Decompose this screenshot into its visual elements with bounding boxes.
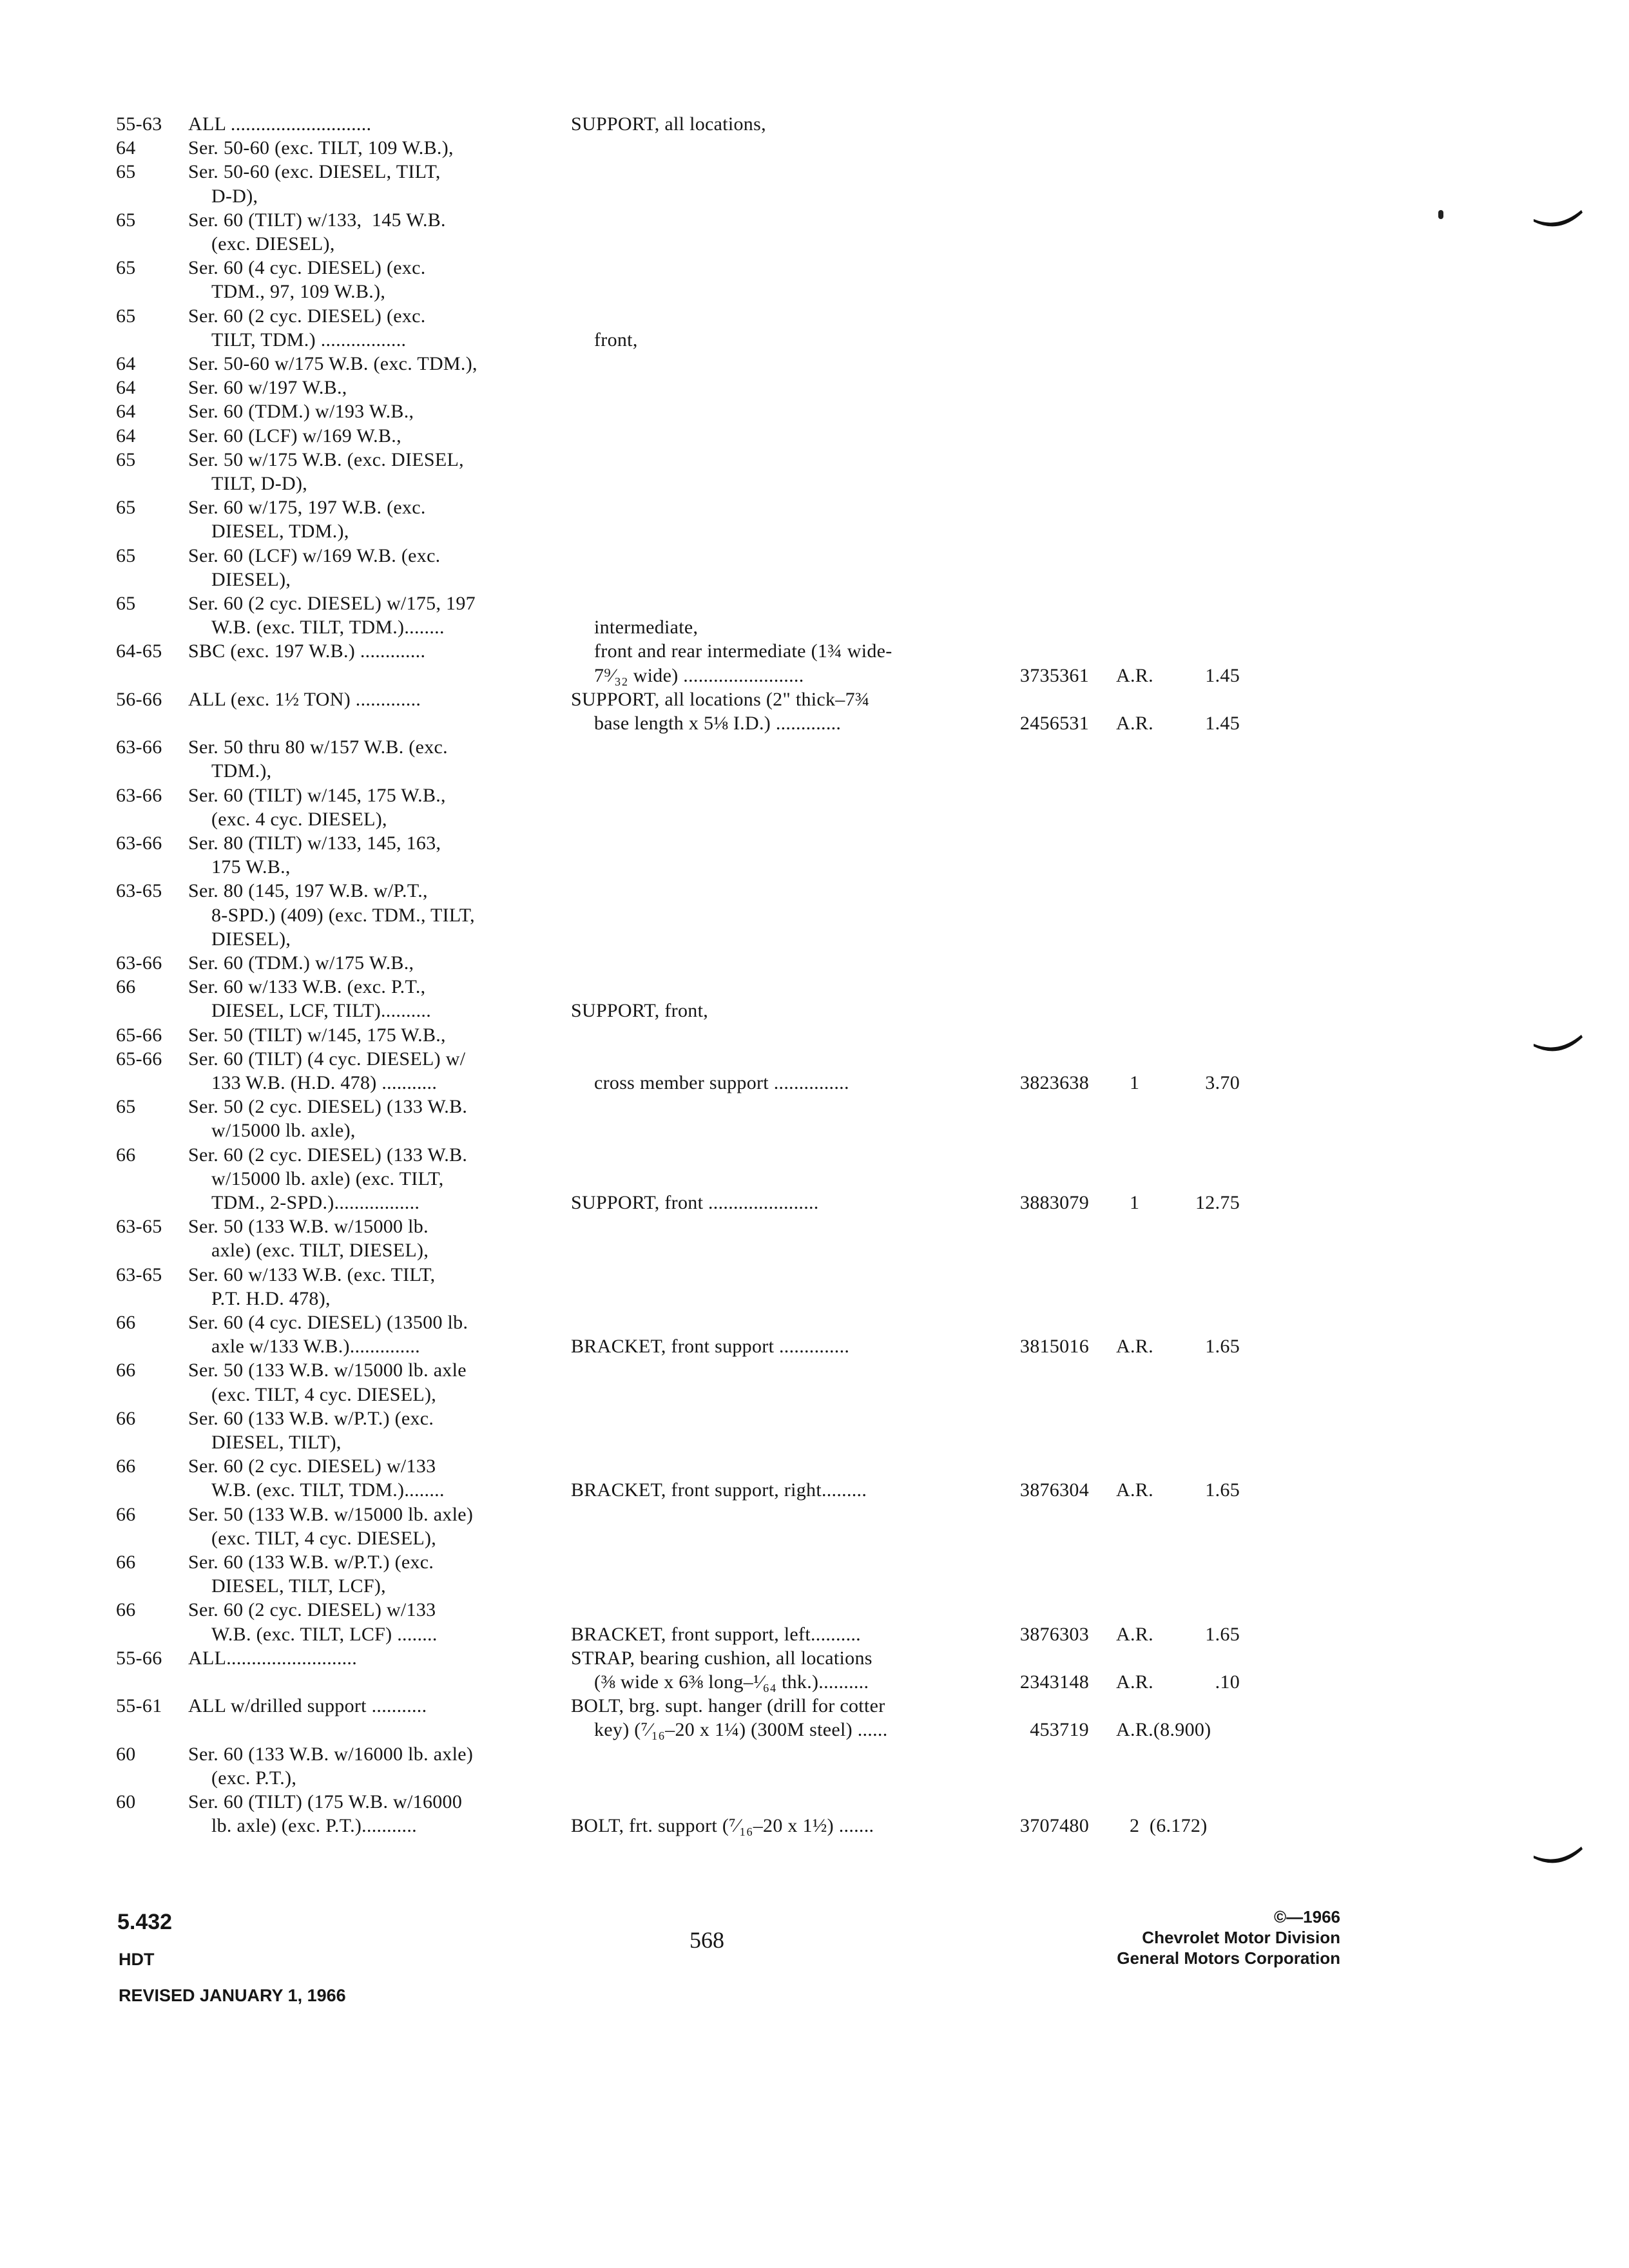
section-number: 5.432: [117, 1910, 173, 1934]
model-application: Ser. 80 (145, 197 W.B. w/P.T.,: [188, 880, 428, 902]
model-application: (exc. 4 cyc. DIESEL),: [211, 808, 387, 830]
binding-mark-top: [1532, 205, 1584, 234]
year-range: 64-65: [116, 640, 162, 662]
dot-mark: [1438, 210, 1443, 219]
model-application: Ser. 60 w/133 W.B. (exc. TILT,: [188, 1264, 436, 1285]
quantity: A.R.: [1116, 1479, 1153, 1501]
year-range: 66: [116, 1312, 136, 1333]
year-range: 66: [116, 1456, 136, 1477]
model-application: Ser. 60 (4 cyc. DIESEL) (13500 lb.: [188, 1312, 468, 1333]
model-application: TDM., 2-SPD.).................: [211, 1192, 420, 1213]
model-application: TDM., 97, 109 W.B.),: [211, 281, 386, 303]
part-description: cross member support ...............: [594, 1072, 849, 1093]
part-description: BOLT, frt. support (⁷⁄₁₆–20 x 1½) .......: [571, 1815, 874, 1837]
year-range: 64: [116, 401, 136, 423]
model-application: lb. axle) (exc. P.T.)...........: [211, 1815, 417, 1837]
price: 1.45: [1205, 713, 1240, 734]
model-application: Ser. 60 (TILT) w/133, 145 W.B.: [188, 209, 446, 231]
year-range: 66: [116, 1360, 136, 1381]
quantity: A.R.(8.900): [1116, 1719, 1211, 1741]
year-range: 66: [116, 1552, 136, 1573]
year-range: 65: [116, 497, 136, 519]
price: 3.70: [1205, 1072, 1240, 1093]
year-range: 63-66: [116, 784, 162, 806]
model-application: ALL ............................: [188, 113, 372, 135]
part-number: 3823638: [1019, 1072, 1089, 1093]
model-application: Ser. 60 w/197 W.B.,: [188, 377, 347, 399]
model-application: P.T. H.D. 478),: [211, 1287, 331, 1309]
model-application: 175 W.B.,: [211, 856, 291, 878]
model-application: 8-SPD.) (409) (exc. TDM., TILT,: [211, 904, 475, 926]
copyright: ©—1966: [1274, 1907, 1340, 1927]
year-range: 66: [116, 1599, 136, 1621]
model-application: Ser. 50 (133 W.B. w/15000 lb. axle): [188, 1503, 474, 1525]
price: 1.65: [1205, 1479, 1240, 1501]
year-range: 63-65: [116, 880, 162, 902]
model-application: axle) (exc. TILT, DIESEL),: [211, 1240, 429, 1262]
model-application: (exc. TILT, 4 cyc. DIESEL),: [211, 1383, 437, 1405]
model-application: Ser. 50-60 (exc. TILT, 109 W.B.),: [188, 137, 454, 159]
year-range: 55-66: [116, 1647, 162, 1669]
part-number: 2343148: [1019, 1671, 1089, 1693]
year-range: 66: [116, 976, 136, 998]
part-description: (⅜ wide x 6⅜ long–¹⁄₆₄ thk.)..........: [594, 1671, 869, 1693]
year-range: 65: [116, 1096, 136, 1118]
model-application: 133 W.B. (H.D. 478) ...........: [211, 1072, 438, 1093]
part-description: key) (⁷⁄₁₆–20 x 1¼) (300M steel) ......: [594, 1719, 888, 1741]
part-description: SUPPORT, all locations,: [571, 113, 766, 135]
year-range: 64: [116, 137, 136, 159]
part-number: 3876304: [1019, 1479, 1089, 1501]
model-application: Ser. 50 (133 W.B. w/15000 lb. axle: [188, 1360, 467, 1381]
model-application: DIESEL),: [211, 568, 291, 590]
binding-mark-bottom: [1532, 1841, 1584, 1870]
truck-code: HDT: [119, 1950, 155, 1969]
page-number: 568: [689, 1927, 724, 1953]
quantity: A.R.: [1116, 1671, 1153, 1693]
part-description: front and rear intermediate (1¾ wide-: [594, 640, 892, 662]
model-application: Ser. 60 (4 cyc. DIESEL) (exc.: [188, 257, 426, 279]
quantity: A.R.: [1116, 1623, 1153, 1645]
year-range: 66: [116, 1407, 136, 1429]
year-range: 66: [116, 1144, 136, 1166]
model-application: DIESEL),: [211, 928, 291, 950]
year-range: 65: [116, 305, 136, 327]
quantity: A.R.: [1116, 713, 1153, 734]
year-range: 65-66: [116, 1048, 162, 1070]
model-application: W.B. (exc. TILT, TDM.)........: [211, 1479, 445, 1501]
year-range: 65: [116, 209, 136, 231]
year-range: 63-65: [116, 1264, 162, 1285]
part-description: base length x 5⅛ I.D.) .............: [594, 713, 842, 734]
model-application: Ser. 60 w/133 W.B. (exc. P.T.,: [188, 976, 426, 998]
part-number: 2456531: [1019, 713, 1089, 734]
model-application: ALL w/drilled support ...........: [188, 1695, 427, 1717]
price: 12.75: [1195, 1192, 1240, 1213]
part-description: front,: [594, 329, 638, 351]
binding-mark-middle: [1532, 1030, 1584, 1059]
model-application: Ser. 60 (TDM.) w/175 W.B.,: [188, 952, 414, 974]
year-range: 63-66: [116, 952, 162, 974]
part-description: intermediate,: [594, 617, 699, 639]
model-application: Ser. 60 (LCF) w/169 W.B. (exc.: [188, 544, 441, 566]
model-application: Ser. 50 (133 W.B. w/15000 lb.: [188, 1216, 429, 1238]
model-application: W.B. (exc. TILT, LCF) ........: [211, 1623, 438, 1645]
year-range: 56-66: [116, 688, 162, 710]
model-application: DIESEL, LCF, TILT)..........: [211, 1000, 431, 1022]
model-application: w/15000 lb. axle),: [211, 1120, 356, 1142]
part-number: 3707480: [1019, 1815, 1089, 1837]
year-range: 65-66: [116, 1024, 162, 1046]
model-application: Ser. 60 (2 cyc. DIESEL) (exc.: [188, 305, 426, 327]
model-application: Ser. 50-60 w/175 W.B. (exc. TDM.),: [188, 353, 477, 374]
model-application: Ser. 60 (2 cyc. DIESEL) (133 W.B.: [188, 1144, 468, 1166]
model-application: SBC (exc. 197 W.B.) .............: [188, 640, 426, 662]
quantity: 1: [1130, 1192, 1140, 1213]
year-range: 60: [116, 1743, 136, 1765]
part-description: BOLT, brg. supt. hanger (drill for cotter: [571, 1695, 885, 1717]
revised-date: REVISED JANUARY 1, 1966: [119, 1986, 346, 2005]
year-range: 65: [116, 544, 136, 566]
model-application: DIESEL, TILT, LCF),: [211, 1575, 386, 1597]
year-range: 55-61: [116, 1695, 162, 1717]
year-range: 63-66: [116, 832, 162, 854]
year-range: 63-65: [116, 1216, 162, 1238]
model-application: Ser. 50 w/175 W.B. (exc. DIESEL,: [188, 448, 464, 470]
year-range: 64: [116, 425, 136, 447]
year-range: 60: [116, 1791, 136, 1812]
model-application: Ser. 60 (133 W.B. w/P.T.) (exc.: [188, 1552, 434, 1573]
model-application: TILT, D-D),: [211, 473, 308, 494]
model-application: DIESEL, TDM.),: [211, 521, 349, 543]
model-application: Ser. 80 (TILT) w/133, 145, 163,: [188, 832, 441, 854]
quantity: A.R.: [1116, 664, 1153, 686]
model-application: w/15000 lb. axle) (exc. TILT,: [211, 1168, 444, 1189]
model-application: Ser. 60 (TILT) w/145, 175 W.B.,: [188, 784, 446, 806]
year-range: 65: [116, 593, 136, 614]
price: 1.65: [1205, 1336, 1240, 1358]
model-application: Ser. 50 (2 cyc. DIESEL) (133 W.B.: [188, 1096, 468, 1118]
year-range: 65: [116, 257, 136, 279]
model-application: W.B. (exc. TILT, TDM.)........: [211, 617, 445, 639]
part-number: 3876303: [1019, 1623, 1089, 1645]
model-application: Ser. 50 thru 80 w/157 W.B. (exc.: [188, 736, 448, 758]
part-number: 3735361: [1019, 664, 1089, 686]
model-application: axle w/133 W.B.)..............: [211, 1336, 420, 1358]
model-application: Ser. 60 (TDM.) w/193 W.B.,: [188, 401, 414, 423]
model-application: Ser. 60 (TILT) (175 W.B. w/16000: [188, 1791, 463, 1812]
model-application: Ser. 60 (2 cyc. DIESEL) w/133: [188, 1456, 436, 1477]
year-range: 65: [116, 161, 136, 183]
model-application: (exc. DIESEL),: [211, 233, 335, 255]
quantity: 1: [1130, 1072, 1140, 1093]
model-application: Ser. 60 (133 W.B. w/P.T.) (exc.: [188, 1407, 434, 1429]
quantity: A.R.: [1116, 1336, 1153, 1358]
part-description: BRACKET, front support ..............: [571, 1336, 850, 1358]
model-application: ALL..........................: [188, 1647, 358, 1669]
quantity: 2 (6.172): [1130, 1815, 1208, 1837]
model-application: (exc. P.T.),: [211, 1767, 297, 1789]
model-application: Ser. 50-60 (exc. DIESEL, TILT,: [188, 161, 441, 183]
model-application: Ser. 60 (2 cyc. DIESEL) w/175, 197: [188, 593, 476, 614]
part-description: SUPPORT, front ......................: [571, 1192, 819, 1213]
price: .10: [1215, 1671, 1240, 1693]
year-range: 65: [116, 448, 136, 470]
year-range: 63-66: [116, 736, 162, 758]
part-number: 453719: [1030, 1719, 1089, 1741]
part-number: 3815016: [1019, 1336, 1089, 1358]
part-description: SUPPORT, front,: [571, 1000, 709, 1022]
part-description: BRACKET, front support, left..........: [571, 1623, 861, 1645]
model-application: TILT, TDM.) .................: [211, 329, 407, 351]
model-application: TDM.),: [211, 760, 272, 782]
year-range: 55-63: [116, 113, 162, 135]
model-application: D-D),: [211, 185, 258, 207]
year-range: 66: [116, 1503, 136, 1525]
model-application: Ser. 60 w/175, 197 W.B. (exc.: [188, 497, 426, 519]
part-description: BRACKET, front support, right.........: [571, 1479, 867, 1501]
division-name: Chevrolet Motor Division: [1142, 1928, 1340, 1947]
corporation-name: General Motors Corporation: [1117, 1948, 1340, 1968]
part-description: 7⁹⁄₃₂ wide) ........................: [594, 664, 804, 686]
year-range: 64: [116, 377, 136, 399]
model-application: Ser. 60 (LCF) w/169 W.B.,: [188, 425, 401, 447]
model-application: ALL (exc. 1½ TON) .............: [188, 688, 421, 710]
part-description: STRAP, bearing cushion, all locations: [571, 1647, 872, 1669]
part-description: SUPPORT, all locations (2" thick–7¾: [571, 688, 870, 710]
model-application: DIESEL, TILT),: [211, 1432, 342, 1453]
model-application: Ser. 60 (TILT) (4 cyc. DIESEL) w/: [188, 1048, 466, 1070]
year-range: 64: [116, 353, 136, 374]
price: 1.45: [1205, 664, 1240, 686]
price: 1.65: [1205, 1623, 1240, 1645]
model-application: Ser. 60 (2 cyc. DIESEL) w/133: [188, 1599, 436, 1621]
part-number: 3883079: [1019, 1192, 1089, 1213]
model-application: Ser. 50 (TILT) w/145, 175 W.B.,: [188, 1024, 446, 1046]
model-application: (exc. TILT, 4 cyc. DIESEL),: [211, 1527, 437, 1549]
model-application: Ser. 60 (133 W.B. w/16000 lb. axle): [188, 1743, 474, 1765]
